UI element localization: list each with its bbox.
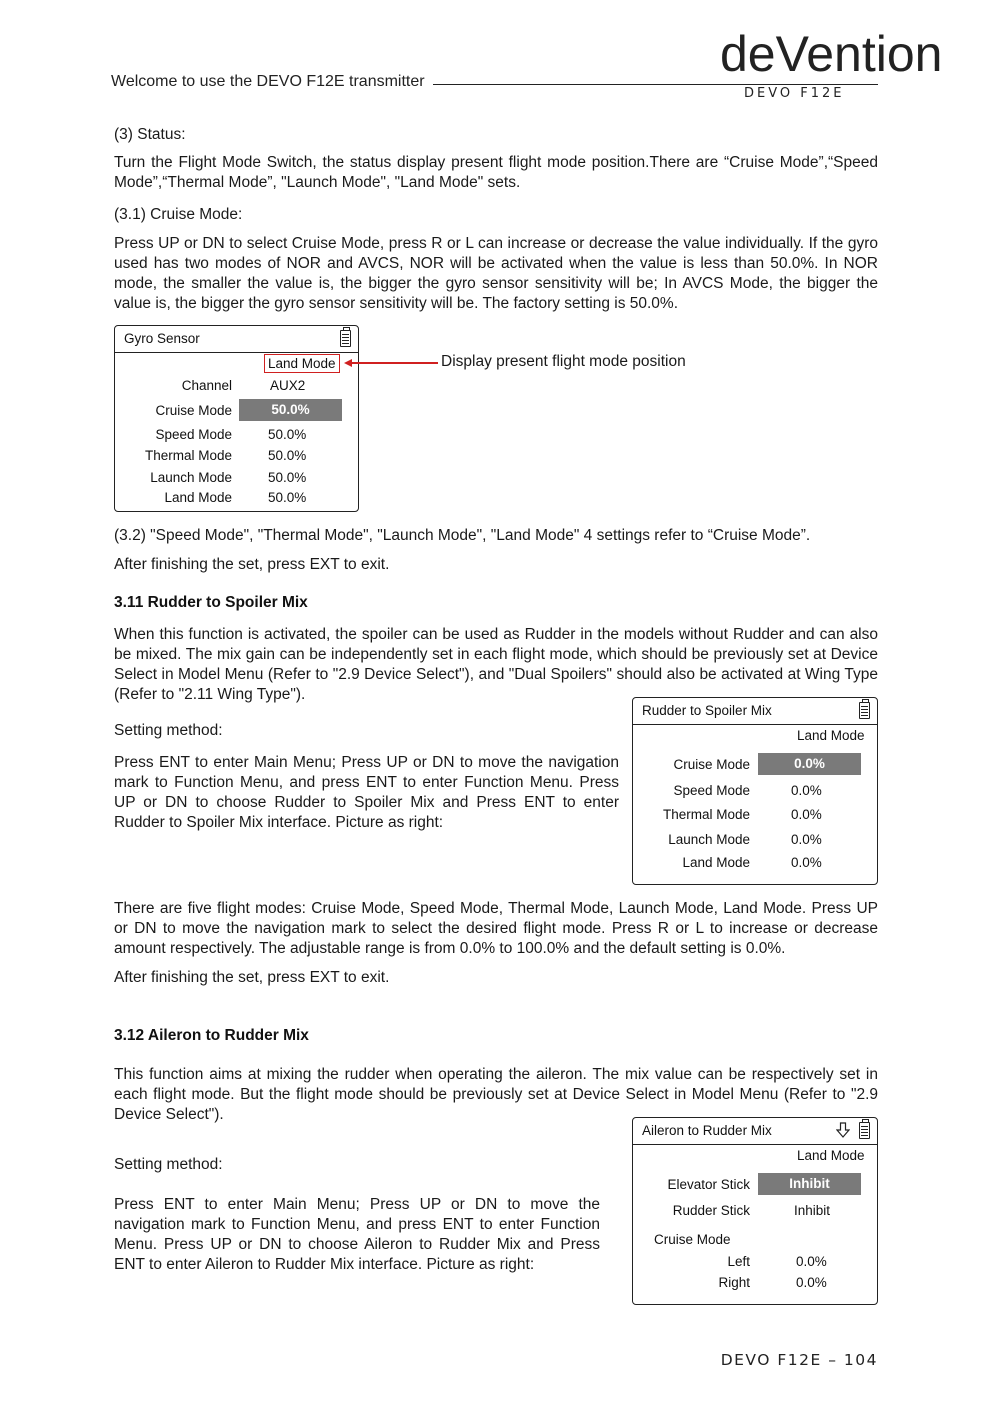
panel-title-bar xyxy=(633,698,877,725)
down-arrow-icon xyxy=(836,1122,850,1138)
header-rule xyxy=(433,84,878,85)
panel-title: Gyro Sensor xyxy=(124,331,200,346)
row-value[interactable]: 0.0% xyxy=(791,832,822,847)
row-label: Speed Mode xyxy=(673,783,750,798)
row-value[interactable]: 0.0% xyxy=(791,783,822,798)
cruise-value-selected[interactable]: 50.0% xyxy=(239,399,342,421)
header-title: Welcome to use the DEVO F12E transmitter xyxy=(111,73,425,90)
battery-icon xyxy=(859,1122,870,1139)
speed-mode-note: (3.2) "Speed Mode", "Thermal Mode", "Launch Mode", "Land Mode" 4 settings refer to “Cruise Mode”. xyxy=(114,527,811,544)
callout-text: Display present flight mode position xyxy=(441,353,686,370)
cruise-mode-label: Cruise Mode xyxy=(654,1232,731,1247)
flight-mode-box: Land Mode xyxy=(264,354,340,373)
logo-subtitle: DEVO F12E xyxy=(744,86,845,101)
left-value[interactable]: 0.0% xyxy=(796,1254,827,1269)
rudder-stick-label: Rudder Stick xyxy=(672,1203,750,1218)
status-text: Turn the Flight Mode Switch, the status display present flight mode position.There are “Cruise Mode”,“Speed Mode”,“Thermal Mode”, "Launch Mode", "Land Mode" sets. xyxy=(114,154,878,191)
aileron-rudder-heading: 3.12 Aileron to Rudder Mix xyxy=(114,1027,309,1044)
devention-logo: deVention xyxy=(720,26,943,82)
rudder-spoiler-text: When this function is activated, the spoiler can be used as Rudder in the models without Rudder and can also be mixed. The mix gain can be independently set in each flight mode, which should be previously set at Device Select in Model Menu (Refer to "2.9 Device Select"), and "Dual Spoilers" should also be activated at Wing Type (Refer to "2.11 Wing Type"). xyxy=(114,626,878,703)
panel-title-bar xyxy=(115,326,358,353)
aileron-rudder-text: This function aims at mixing the rudder when operating the aileron. The mix value can be respectively set in each flight mode. But the flight mode should be previously set at Device Select in Model Menu (Refer to "2.9 Device Select"). xyxy=(114,1066,878,1123)
row-value[interactable]: 50.0% xyxy=(268,427,307,442)
rudder-spoiler-panel xyxy=(632,697,878,885)
elevator-stick-label: Elevator Stick xyxy=(667,1177,750,1192)
aileron-rudder-panel xyxy=(632,1117,878,1305)
rudder-method-text: Press ENT to enter Main Menu; Press UP or DN to move the navigation mark to Function Menu, and press ENT to enter Function Menu. Press UP or DN to choose Rudder to Spoiler Mix and Press ENT to enter Rudder to Spoiler Mix interface. Picture as right: xyxy=(114,754,619,831)
row-label: Cruise Mode xyxy=(155,403,232,418)
rudder-stick-value[interactable]: Inhibit xyxy=(794,1203,831,1218)
aileron-method-text: Press ENT to enter Main Menu; Press UP or DN to move the navigation mark to Function Menu, and press ENT to enter Function Menu. Press UP or DN to choose Aileron to Rudder Mix and Press ENT to enter Aileron to Rudder Mix interface. Picture as right: xyxy=(114,1196,600,1273)
row-value[interactable]: 50.0% xyxy=(268,470,307,485)
panel-title-bar xyxy=(633,1118,877,1145)
page-number: DEVO F12E – 104 xyxy=(720,1351,878,1369)
flight-mode-indicator: Land Mode xyxy=(797,1148,865,1163)
five-modes-text: There are five flight modes: Cruise Mode, Speed Mode, Thermal Mode, Launch Mode, Land Mode. Press UP or DN to move the navigation mark to select the desired flight mode. Press R or L to increase or decrease amount respectively. The adjustable range is from 0.0% to 100.0% and the default setting is 0.0%. xyxy=(114,900,878,957)
row-label: Launch Mode xyxy=(150,470,232,485)
cruise-value-selected[interactable]: 0.0% xyxy=(758,753,861,775)
battery-icon xyxy=(859,702,870,719)
cruise-text: Press UP or DN to select Cruise Mode, press R or L can increase or decrease the value individually. If the gyro used has two modes of NOR and AVCS, NOR will be activated when the value is less than 50.0%. In NOR mode, the smaller the value is, the bigger the gyro sensor sensitivity will be; In AVCS Mode, the bigger the value is, the bigger the gyro sensor sensitivity will be. The factory setting is 50.0%. xyxy=(114,235,878,312)
cruise-heading: (3.1) Cruise Mode: xyxy=(114,206,243,223)
left-label: Left xyxy=(727,1254,750,1269)
exit-note: After finishing the set, press EXT to exit. xyxy=(114,969,390,986)
row-label: Launch Mode xyxy=(668,832,750,847)
row-label: Thermal Mode xyxy=(662,807,750,822)
row-label: Land Mode xyxy=(164,490,232,505)
setting-method-label: Setting method: xyxy=(114,1156,223,1173)
right-label: Right xyxy=(718,1275,750,1290)
row-label: Thermal Mode xyxy=(144,448,232,463)
row-value[interactable]: 50.0% xyxy=(268,490,307,505)
row-value[interactable]: 50.0% xyxy=(268,448,307,463)
channel-label: Channel xyxy=(181,378,232,393)
elevator-stick-value-selected[interactable]: Inhibit xyxy=(758,1173,861,1195)
row-value[interactable]: 0.0% xyxy=(791,807,822,822)
setting-method-label: Setting method: xyxy=(114,722,223,739)
status-heading: (3) Status: xyxy=(114,126,186,143)
flight-mode-indicator: Land Mode xyxy=(797,728,865,743)
row-label: Cruise Mode xyxy=(673,757,750,772)
panel-title: Aileron to Rudder Mix xyxy=(642,1123,772,1138)
rudder-spoiler-heading: 3.11 Rudder to Spoiler Mix xyxy=(114,594,308,611)
panel-title: Rudder to Spoiler Mix xyxy=(642,703,772,718)
channel-value[interactable]: AUX2 xyxy=(270,378,306,393)
row-label: Speed Mode xyxy=(155,427,232,442)
row-value[interactable]: 0.0% xyxy=(791,855,822,870)
battery-icon xyxy=(340,330,351,347)
exit-note: After finishing the set, press EXT to exit. xyxy=(114,556,390,573)
callout-line xyxy=(350,362,438,364)
row-label: Land Mode xyxy=(682,855,750,870)
right-value[interactable]: 0.0% xyxy=(796,1275,827,1290)
